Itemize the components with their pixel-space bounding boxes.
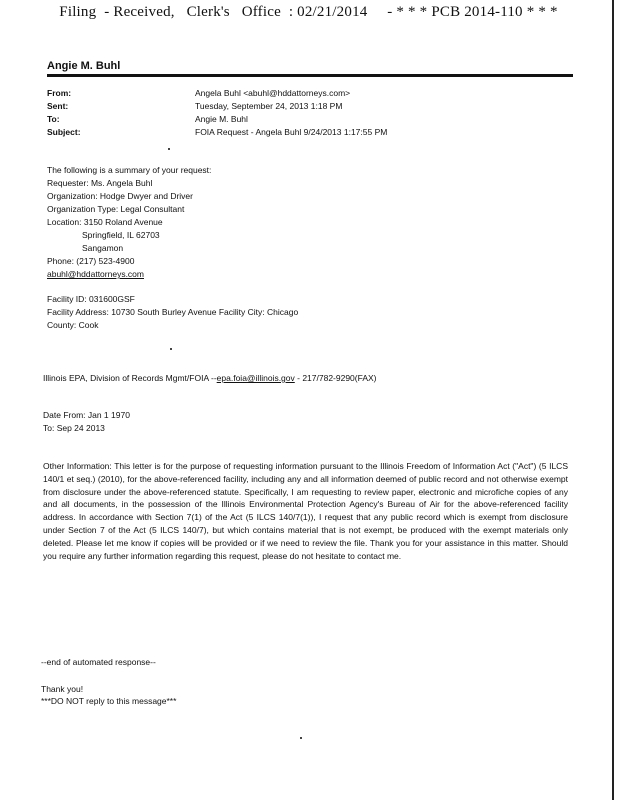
agency-fax: - 217/782-9290(FAX) [294,373,377,383]
facility-county: County: Cook [47,320,99,330]
phone: Phone: (217) 523-4900 [47,256,135,266]
date-to: To: Sep 24 2013 [43,423,105,433]
sent-label: Sent: [47,101,69,111]
subject-value: FOIA Request - Angela Buhl 9/24/2013 1:17:55 PM [195,127,388,137]
from-value: Angela Buhl <abuhl@hddattorneys.com> [195,88,351,98]
thank-you: Thank you! [41,684,84,694]
facility-id: Facility ID: 031600GSF [47,294,135,304]
requester-email-link[interactable]: abuhl@hddattorneys.com [47,269,144,279]
from-label: From: [47,88,72,98]
organization-type: Organization Type: Legal Consultant [47,204,185,214]
city-line: Springfield, IL 62703 [82,230,160,240]
location: Location: 3150 Roland Avenue [47,217,163,227]
header-rule [47,74,573,77]
end-of-response: --end of automated response-- [41,657,156,667]
sender-name: Angie M. Buhl [47,60,121,72]
agency-email-link[interactable]: epa.foia@illinois.gov [216,373,295,383]
scan-speck [168,148,170,150]
sent-value: Tuesday, September 24, 2013 1:18 PM [195,101,343,111]
facility-address: Facility Address: 10730 South Burley Avenue Facility City: Chicago [47,307,299,317]
subject-label: Subject: [47,127,81,137]
agency-prefix: Illinois EPA, Division of Records Mgmt/FOIA -- [43,373,217,383]
scan-speck [300,737,302,739]
county-line: Sangamon [82,243,124,253]
summary-intro: The following is a summary of your request: [47,165,212,175]
organization: Organization: Hodge Dwyer and Driver [47,191,193,201]
other-information-paragraph: Other Information: This letter is for the purpose of requesting information pursuant to the Illinois Freedom of Information Act ("Act") (5 ILCS 140/1 et seq.) (2010), for the above-referenced facility, including any and all information deemed of public record and not otherwise exempt from disclosure under the above-referenced statute. Specifically, I am requesting to review paper, electronic and microfiche copies of any and all documents, in the possession of the Illinois Environmental Protection Agency's Bureau of Air for the above-referenced facility address. In accordance with Section 7(1) of the Act (5 ILCS 140/7(1)), I request that any public record which is exempt from disclosure under Section 7 of the Act (5 ILCS 140/7), but which contains material that is not exempt, be produced with the exempt materials only deleted. Please let me know if copies will be provided or if we need to review the file. Thank you for your assistance in this matter. Should you require any further information regarding this request, please do not hesitate to contact me. [43,461,568,561]
to-value: Angie M. Buhl [195,114,248,124]
page-border-right [612,0,614,800]
no-reply-notice: ***DO NOT reply to this message*** [41,696,177,706]
filing-stamp: Filing - Received, Clerk's Office : 02/21/2014 - * * * PCB 2014-110 * * * [59,4,558,20]
requester: Requester: Ms. Angela Buhl [47,178,153,188]
to-label: To: [47,114,60,124]
scan-speck [170,348,172,350]
date-from: Date From: Jan 1 1970 [43,410,130,420]
agency-line [43,373,377,383]
